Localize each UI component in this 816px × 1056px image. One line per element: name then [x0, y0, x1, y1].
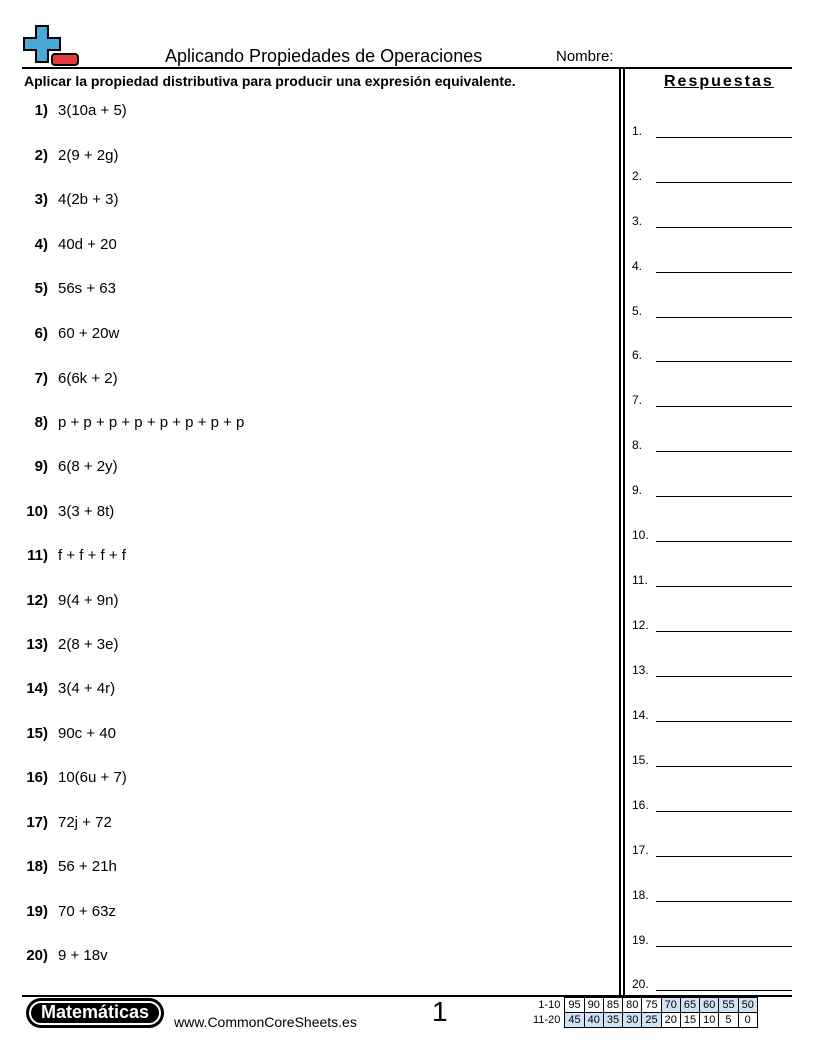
- answer-13[interactable]: [632, 661, 792, 677]
- problem-text: 56s + 63: [58, 279, 116, 297]
- problem-2: [0, 145, 118, 165]
- score-cell: 55: [719, 998, 738, 1013]
- problem-14: [0, 678, 115, 698]
- page-number: 1: [432, 996, 448, 1027]
- problem-19: [0, 901, 116, 921]
- answer-3[interactable]: [632, 212, 792, 228]
- answer-line[interactable]: [656, 990, 792, 991]
- answer-label: 2.: [632, 169, 643, 183]
- answer-17[interactable]: [632, 841, 792, 857]
- problem-text: f + f + f + f: [58, 546, 126, 564]
- answer-line[interactable]: [656, 137, 792, 138]
- score-cell: 15: [680, 1013, 699, 1028]
- problem-12: [0, 590, 118, 610]
- answer-2[interactable]: [632, 167, 792, 183]
- problem-number: 16): [26, 768, 48, 786]
- problem-number: 4): [34, 235, 48, 253]
- answers-title: Respuestas: [664, 73, 774, 90]
- answer-label: 7.: [632, 393, 643, 407]
- problem-number: 8): [34, 413, 48, 431]
- problem-6: [0, 323, 119, 343]
- problem-number: 10): [26, 502, 48, 520]
- answer-label: 16.: [632, 798, 649, 812]
- problem-number: 20): [26, 946, 48, 964]
- score-cell: 85: [603, 998, 622, 1013]
- problem-text: 4(2b + 3): [58, 190, 119, 208]
- score-cell: 95: [565, 998, 584, 1013]
- problem-text: 9(4 + 9n): [58, 591, 119, 609]
- answer-18[interactable]: [632, 886, 792, 902]
- score-cell: 75: [642, 998, 661, 1013]
- answer-label: 1.: [632, 124, 643, 138]
- score-row-label: 1-10: [538, 999, 561, 1011]
- answer-label: 13.: [632, 663, 649, 677]
- answer-line[interactable]: [656, 272, 792, 273]
- answer-label: 3.: [632, 214, 643, 228]
- score-row-label: 11-20: [533, 1014, 561, 1026]
- problem-20: [0, 945, 108, 965]
- answer-line[interactable]: [656, 586, 792, 587]
- problem-5: [0, 278, 116, 298]
- answer-1[interactable]: [632, 122, 792, 138]
- answer-label: 18.: [632, 888, 649, 902]
- problem-18: [0, 856, 117, 876]
- answer-label: 11.: [632, 573, 648, 587]
- answer-14[interactable]: [632, 706, 792, 722]
- problem-number: 6): [34, 324, 48, 342]
- header-rule: [22, 67, 792, 69]
- answer-line[interactable]: [656, 496, 792, 497]
- score-cell: 5: [719, 1013, 738, 1028]
- answer-16[interactable]: [632, 796, 792, 812]
- problem-9: [0, 456, 118, 476]
- score-cell: 90: [584, 998, 603, 1013]
- problem-number: 7): [34, 369, 48, 387]
- problem-number: 9): [34, 457, 48, 475]
- score-cell: 45: [565, 1013, 584, 1028]
- column-divider: [623, 68, 625, 995]
- answer-line[interactable]: [656, 227, 792, 228]
- answer-label: 14.: [632, 708, 649, 722]
- problem-text: 70 + 63z: [58, 902, 116, 920]
- problem-text: 40d + 20: [58, 235, 117, 253]
- problem-text: 3(4 + 4r): [58, 679, 116, 697]
- answer-line[interactable]: [656, 406, 792, 407]
- score-table: [530, 997, 758, 1028]
- problem-number: 1): [34, 101, 48, 119]
- problem-number: 12): [26, 591, 48, 609]
- answer-11[interactable]: [632, 571, 792, 587]
- problem-text: 6(6k + 2): [58, 369, 118, 387]
- answer-12[interactable]: [632, 616, 792, 632]
- problem-text: 6(8 + 2y): [58, 457, 118, 475]
- score-row-1: [530, 998, 757, 1013]
- score-cell: 60: [700, 998, 719, 1013]
- problem-1: [0, 100, 127, 120]
- site-url: www.CommonCoreSheets.es: [174, 1014, 357, 1030]
- score-cell: 50: [738, 998, 757, 1013]
- answer-line[interactable]: [656, 766, 792, 767]
- answer-line[interactable]: [656, 856, 792, 857]
- worksheet-title: Aplicando Propiedades de Operaciones: [165, 46, 483, 66]
- answer-line[interactable]: [656, 631, 792, 632]
- problem-3: [0, 189, 118, 209]
- problem-13: [0, 634, 118, 654]
- problem-4: [0, 234, 117, 254]
- answer-20[interactable]: [632, 975, 792, 991]
- problem-7: [0, 368, 118, 388]
- score-cell: 40: [584, 1013, 603, 1028]
- answer-15[interactable]: [632, 751, 792, 767]
- score-cell: 30: [623, 1013, 642, 1028]
- column-divider: [619, 68, 621, 995]
- problem-number: 11): [27, 546, 48, 564]
- problem-number: 3): [34, 190, 48, 208]
- instructions: Aplicar la propiedad distributiva para producir una expresión equivalente.: [24, 73, 516, 89]
- answer-7[interactable]: [632, 391, 792, 407]
- problem-number: 13): [26, 635, 48, 653]
- problem-11: [0, 545, 126, 565]
- answer-line[interactable]: [656, 946, 792, 947]
- answer-line[interactable]: [656, 721, 792, 722]
- answer-label: 17.: [632, 843, 649, 857]
- answer-4[interactable]: [632, 257, 792, 273]
- answer-label: 9.: [632, 483, 643, 497]
- score-cell: 35: [603, 1013, 622, 1028]
- problem-number: 18): [26, 857, 48, 875]
- answer-label: 6.: [632, 348, 643, 362]
- problem-text: 2(8 + 3e): [58, 635, 119, 653]
- answer-label: 20.: [632, 977, 649, 991]
- problem-number: 19): [26, 902, 48, 920]
- answer-label: 8.: [632, 438, 643, 452]
- problem-text: 60 + 20w: [58, 324, 120, 342]
- problem-text: 2(9 + 2g): [58, 146, 119, 164]
- answer-label: 4.: [632, 259, 643, 273]
- answer-10[interactable]: [632, 526, 792, 542]
- brand-badge: [26, 998, 164, 1028]
- problem-8: [0, 412, 244, 432]
- answer-line[interactable]: [656, 541, 792, 542]
- logo-icon: [22, 24, 80, 68]
- answer-label: 12.: [632, 618, 649, 632]
- answer-line[interactable]: [656, 451, 792, 452]
- problem-number: 17): [26, 813, 48, 831]
- score-cell: 20: [661, 1013, 680, 1028]
- problem-text: p + p + p + p + p + p + p + p: [58, 413, 245, 431]
- problem-number: 14): [26, 679, 48, 697]
- answer-8[interactable]: [632, 436, 792, 452]
- score-cell: 70: [661, 998, 680, 1013]
- problem-number: 5): [34, 279, 48, 297]
- problem-text: 56 + 21h: [58, 857, 117, 875]
- answer-line[interactable]: [656, 901, 792, 902]
- answer-line[interactable]: [656, 676, 792, 677]
- answer-line[interactable]: [656, 317, 792, 318]
- answer-line[interactable]: [656, 182, 792, 183]
- answer-6[interactable]: [632, 346, 792, 362]
- answer-9[interactable]: [632, 481, 792, 497]
- problem-text: 90c + 40: [58, 724, 116, 742]
- problem-16: [0, 767, 127, 787]
- problem-text: 10(6u + 7): [58, 768, 127, 786]
- answer-5[interactable]: [632, 302, 792, 318]
- score-cell: 10: [700, 1013, 719, 1028]
- problem-number: 15): [26, 724, 48, 742]
- score-cell: 25: [642, 1013, 661, 1028]
- score-row-2: [530, 1013, 757, 1028]
- answer-line[interactable]: [656, 361, 792, 362]
- score-cell: 0: [738, 1013, 757, 1028]
- score-cell: 65: [680, 998, 699, 1013]
- brand-text: Matemáticas: [40, 1002, 150, 1022]
- answer-label: 10.: [632, 528, 649, 542]
- score-cell: 80: [623, 998, 642, 1013]
- answer-label: 15.: [632, 753, 649, 767]
- problem-number: 2): [34, 146, 48, 164]
- name-label: Nombre:: [556, 48, 614, 65]
- problem-17: [0, 812, 112, 832]
- answer-label: 19.: [632, 933, 649, 947]
- problem-text: 9 + 18v: [58, 946, 108, 964]
- answer-line[interactable]: [656, 811, 792, 812]
- answer-label: 5.: [632, 304, 643, 318]
- problem-text: 3(3 + 8t): [58, 502, 115, 520]
- problem-text: 72j + 72: [58, 813, 112, 831]
- problem-15: [0, 723, 116, 743]
- problem-text: 3(10a + 5): [58, 101, 127, 119]
- problem-10: [0, 501, 114, 521]
- answer-19[interactable]: [632, 931, 792, 947]
